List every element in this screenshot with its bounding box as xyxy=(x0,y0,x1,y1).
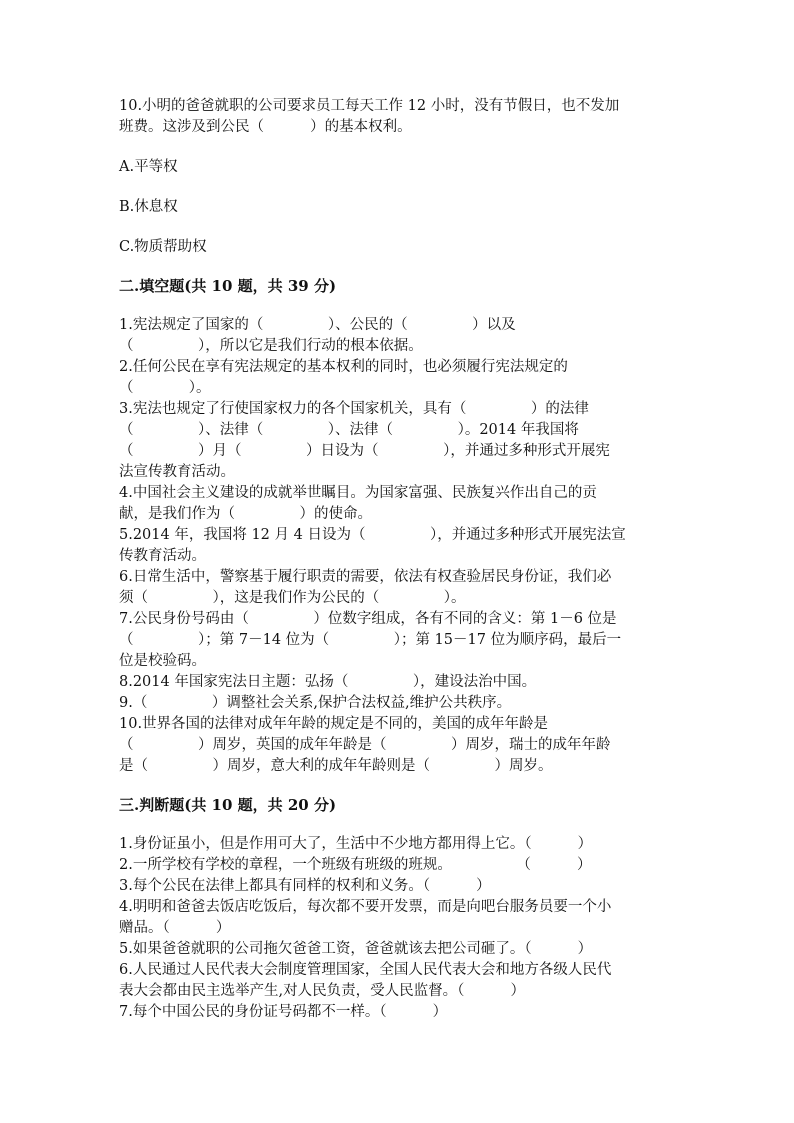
fill-in-line: 3.宪法也规定了行使国家权力的各个国家机关，具有（ ）的法律 xyxy=(119,401,589,417)
true-false-line: 3.每个公民在法律上都具有同样的权利和义务。（ ） xyxy=(119,878,491,894)
fill-in-line: 7.公民身份号码由（ ）位数字组成，各有不同的含义：第 1－6 位是 xyxy=(119,611,617,627)
fill-in-line: 位是校验码。 xyxy=(119,653,206,669)
option-c: C.物质帮助权 xyxy=(119,239,207,255)
fill-in-section xyxy=(119,276,679,777)
option-a: A.平等权 xyxy=(119,159,178,175)
fill-in-line: 须（ ），这是我们作为公民的（ ）。 xyxy=(119,590,466,606)
section-heading-fill-in: 二.填空题(共 10 题，共 39 分) xyxy=(119,277,337,295)
true-false-line: 2.一所学校有学校的章程，一个班级有班级的班规。 （ ） xyxy=(119,857,592,873)
fill-in-line: （ ）；第 7－14 位为（ ）；第 15－17 位为顺序码，最后一 xyxy=(119,632,622,648)
true-false-line: 6.人民通过人民代表大会制度管理国家，全国人民代表大会和地方各级人民代 xyxy=(119,962,612,978)
multiple-choice-question-10 xyxy=(119,96,679,258)
option-b: B.休息权 xyxy=(119,199,178,215)
fill-in-line: （ ）月（ ）日设为（ ），并通过多种形式开展宪 xyxy=(119,443,610,459)
true-false-line: 1.身份证虽小，但是作用可大了，生活中不少地方都用得上它。（ ） xyxy=(119,836,593,852)
fill-in-line: 献，是我们作为（ ）的使命。 xyxy=(119,506,373,522)
fill-in-line: 4.中国社会主义建设的成就举世瞩目。为国家富强、民族复兴作出自己的贡 xyxy=(119,485,597,501)
true-false-line: 4.明明和爸爸去饭店吃饭后，每次都不要开发票，而是向吧台服务员要一个小 xyxy=(119,899,612,915)
question-stem-line: 10.小明的爸爸就职的公司要求员工每天工作 12 小时，没有节假日，也不发加 xyxy=(119,98,620,114)
section-heading-true-false: 三.判断题(共 10 题，共 20 分) xyxy=(119,796,337,814)
true-false-section xyxy=(119,795,679,1023)
fill-in-line: （ ）、法律（ ）、法律（ ）。2014 年我国将 xyxy=(119,422,579,438)
fill-in-line: （ ），所以它是我们行动的根本依据。 xyxy=(119,338,423,354)
fill-in-line: 传教育活动。 xyxy=(119,548,206,564)
document-page xyxy=(119,96,679,1023)
fill-in-line: 法宣传教育活动。 xyxy=(119,464,235,480)
fill-in-line: 2.任何公民在享有宪法规定的基本权利的同时，也必须履行宪法规定的 xyxy=(119,359,568,375)
fill-in-line: 1.宪法规定了国家的（ ）、公民的（ ）以及 xyxy=(119,317,516,333)
true-false-line: 5.如果爸爸就职的公司拖欠爸爸工资，爸爸就该去把公司砸了。（ ） xyxy=(119,941,593,957)
fill-in-line: 6.日常生活中，警察基于履行职责的需要，依法有权查验居民身份证，我们必 xyxy=(119,569,612,585)
question-stem-line: 班费。这涉及到公民（ ）的基本权利。 xyxy=(119,119,412,135)
fill-in-line: 是（ ）周岁，意大利的成年年龄则是（ ）周岁。 xyxy=(119,758,553,774)
true-false-line: 表大会都由民主选举产生,对人民负责，受人民监督。（ ） xyxy=(119,983,525,999)
fill-in-line: 9.（ ）调整社会关系,保护合法权益,维护公共秩序。 xyxy=(119,695,512,711)
fill-in-line: （ ）。 xyxy=(119,380,211,396)
fill-in-line: （ ）周岁，英国的成年年龄是（ ）周岁，瑞士的成年年龄 xyxy=(119,737,611,753)
true-false-line: 7.每个中国公民的身份证号码都不一样。（ ） xyxy=(119,1004,448,1020)
true-false-line: 赠品。（ ） xyxy=(119,920,231,936)
fill-in-line: 5.2014 年，我国将 12 月 4 日设为（ ），并通过多种形式开展宪法宣 xyxy=(119,527,626,543)
fill-in-line: 8.2014 年国家宪法日主题：弘扬（ ），建设法治中国。 xyxy=(119,674,537,690)
fill-in-line: 10.世界各国的法律对成年年龄的规定是不同的，美国的成年年龄是 xyxy=(119,716,549,732)
